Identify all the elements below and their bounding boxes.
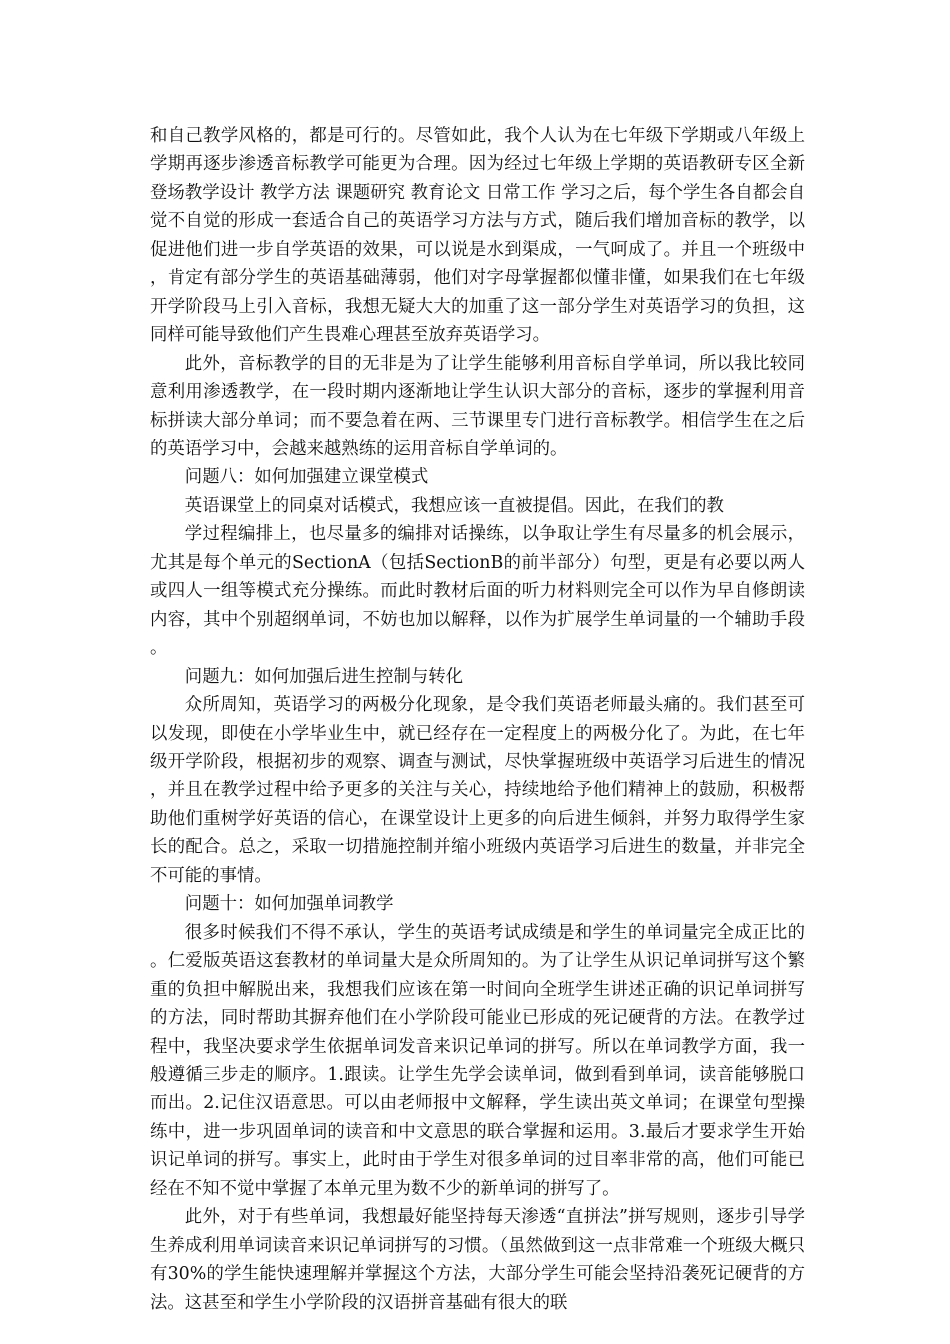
- paragraph-struggling-students: 众所周知，英语学习的两极分化现象，是令我们英语老师最头痛的。我们甚至可以发现，即使在小学毕业生中，就已经存在一定程度上的两极分化了。为此，在七年级开学阶段，根据初步的观察、调查与测试，尽快掌握班级中英语学习后进生的情况，并且在教学过程中给予更多的关注与关心，持续地给予他们精神上的鼓励，积极帮助他们重树学好英语的信心，在课堂设计上更多的向后进生倾斜，并努力取得学生家长的配合。总之，采取一切措施控制并缩小班级内英语学习后进生的数量，并非完全不可能的事情。: [150, 695, 805, 886]
- paragraph-sound-symbol-timing: 和自己教学风格的，都是可行的。尽管如此，我个人认为在七年级下学期或八年级上学期再逐步渗透音标教学可能更为合理。因为经过七年级上学期的英语教研专区全新登场教学设计 教学方法 课题研究 教育论文 日常工作 学习之后，每个学生各自都会自觉不自觉的形成一套适合自己的英语学习方法与方式，随后我们增加音标的教学，以促进他们进一步自学英语的效果，可以说是水到渠成，一气呵成了。并且一个班级中，肯定有部分学生的英语基础薄弱，他们对字母掌握都似懂非懂，如果我们在七年级开学阶段马上引入音标，我想无疑大大的加重了这一部分学生对英语学习的负担，这同样可能导致他们产生畏难心理甚至放弃英语学习。: [150, 126, 805, 346]
- paragraph-sound-symbol-purpose: 此外，音标教学的目的无非是为了让学生能够利用音标自学单词，所以我比较同意利用渗透教学，在一段时期内逐渐地让学生认识大部分的音标，逐步的掌握利用音标拼读大部分单词；而不要急着在两、三节课里专门进行音标教学。相信学生在之后的英语学习中，会越来越熟练的运用音标自学单词的。: [150, 353, 805, 459]
- paragraph-pair-dialogue-practice: 学过程编排上，也尽量多的编排对话操练，以争取让学生有尽量多的机会展示，尤其是每个单元的SectionA（包括SectionB的前半部分）句型，更是有必要以两人或四人一组等模式充分操练。而此时教材后面的听力材料则完全可以作为早自修朗读内容，其中个别超纲单词，不妨也加以解释，以作为扩展学生单词量的一个辅助手段。: [150, 524, 805, 659]
- heading-question-nine: 问题九：如何加强后进生控制与转化: [184, 666, 464, 687]
- heading-question-eight: 问题八：如何加强建立课堂模式: [184, 467, 429, 488]
- paragraph-pair-dialogue-intro: 英语课堂上的同桌对话模式，我想应该一直被提倡。因此，在我们的教: [184, 495, 724, 516]
- paragraph-phonics-spelling: 此外，对于有些单词，我想最好能坚持每天渗透“直拼法”拼写规则，逐步引导学生养成利用单词读音来识记单词拼写的习惯。（虽然做到这一点非常难一个班级大概只有30%的学生能快速理解并掌握这个方法，大部分学生可能会坚持沿袭死记硬背的方法。这甚至和学生小学阶段的汉语拼音基础有很大的联: [150, 1207, 805, 1313]
- document-body: [150, 122, 805, 1317]
- paragraph-vocabulary-teaching: 很多时候我们不得不承认，学生的英语考试成绩是和学生的单词量完全成正比的。仁爱版英语这套教材的单词量大是众所周知的。为了让学生从识记单词拼写这个繁重的负担中解脱出来，我想我们应该在第一时间向全班学生讲述正确的识记单词拼写的方法，同时帮助其摒弃他们在小学阶段可能业已形成的死记硬背的方法。在教学过程中，我坚决要求学生依据单词发音来识记单词的拼写。所以在单词教学方面，我一般遵循三步走的顺序。1.跟读。让学生先学会读单词，做到看到单词，读音能够脱口而出。2.记住汉语意思。可以由老师报中文解释，学生读出英文单词；在课堂句型操练中，进一步巩固单词的读音和中文意思的联合掌握和运用。3.最后才要求学生开始识记单词的拼写。事实上，此时由于学生对很多单词的过目率非常的高，他们可能已经在不知不觉中掌握了本单元里为数不少的新单词的拼写了。: [150, 922, 805, 1199]
- heading-question-ten: 问题十：如何加强单词教学: [184, 894, 394, 915]
